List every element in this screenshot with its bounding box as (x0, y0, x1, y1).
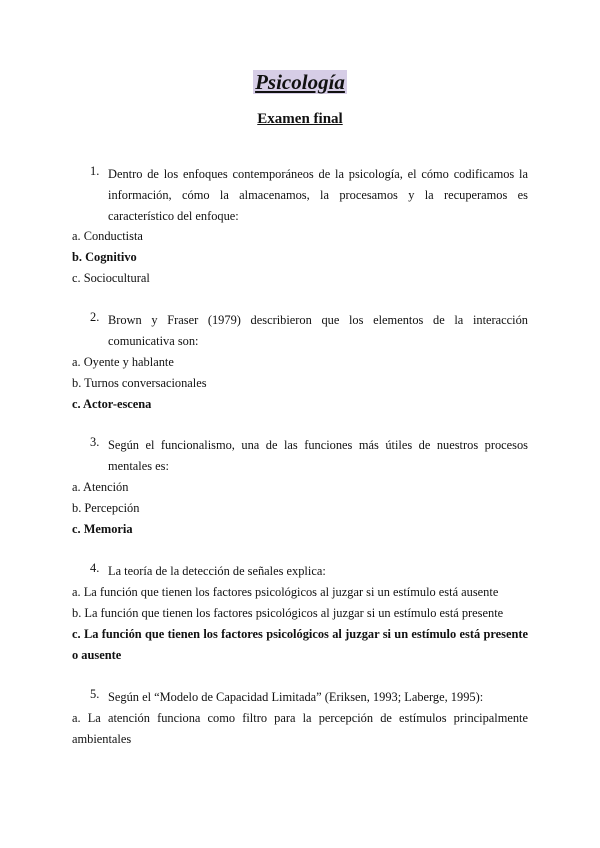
question-2-option-a: a. Oyente y hablante (72, 355, 174, 369)
document-title: Psicología (255, 70, 345, 94)
question-number: 2. (90, 310, 100, 324)
question-2-option-b: b. Turnos conversacionales (72, 376, 207, 390)
question-3 (90, 435, 528, 477)
question-number: 3. (90, 435, 100, 449)
question-4-option-b: b. La función que tienen los factores psicológicos al juzgar si un estímulo está presente (72, 606, 504, 620)
question-5-option-a: a. La atención funciona como filtro para la percepción de estímulos principalmente ambientales (72, 711, 528, 746)
question-2 (90, 310, 528, 352)
question-1-option-a: a. Conductista (72, 229, 143, 243)
question-number: 5. (90, 687, 100, 701)
question-text: Según el funcionalismo, una de las funciones más útiles de nuestros procesos mentales es: (108, 438, 528, 473)
question-text: Dentro de los enfoques contemporáneos de la psicología, el cómo codificamos la información, cómo la almacenamos, la procesamos y la recuperamos es característico del enfoque: (108, 167, 528, 223)
question-3-option-a: a. Atención (72, 480, 129, 494)
question-text: Brown y Fraser (1979) describieron que los elementos de la interacción comunicativa son: (108, 313, 528, 348)
question-4-option-c-correct: c. La función que tienen los factores psicológicos al juzgar si un estímulo está presente o ausente (72, 627, 528, 662)
question-1 (90, 164, 528, 227)
question-number: 4. (90, 561, 100, 575)
question-text: La teoría de la detección de señales explica: (108, 564, 326, 578)
question-1-option-c: c. Sociocultural (72, 271, 150, 285)
question-3-option-b: b. Percepción (72, 501, 140, 515)
question-1-option-b-correct: b. Cognitivo (72, 250, 137, 264)
question-2-option-c-correct: c. Actor-escena (72, 397, 152, 411)
question-number: 1. (90, 164, 100, 178)
question-4-option-a: a. La función que tienen los factores psicológicos al juzgar si un estímulo está ausente (72, 585, 499, 599)
question-5 (90, 687, 528, 708)
question-3-option-c-correct: c. Memoria (72, 522, 133, 536)
question-4 (90, 561, 528, 582)
document-subtitle: Examen final (257, 111, 343, 127)
question-text: Según el “Modelo de Capacidad Limitada” (Eriksen, 1993; Laberge, 1995): (108, 690, 484, 704)
